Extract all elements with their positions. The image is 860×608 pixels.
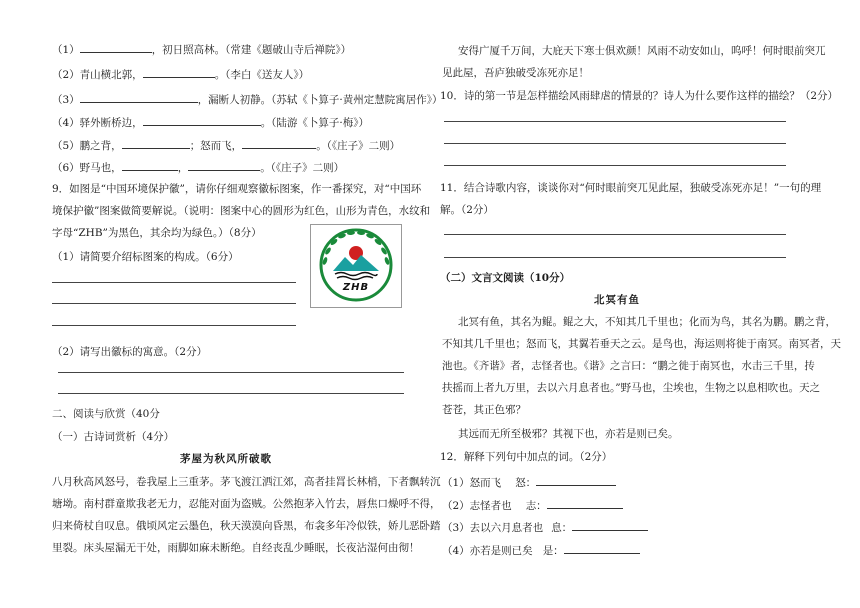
q12-item-label: （3）去以六月息者也 [442, 522, 544, 534]
answer-blank[interactable] [564, 542, 640, 554]
answer-line[interactable] [444, 143, 786, 144]
fill-item-1 [52, 41, 351, 57]
q12-item-2 [442, 497, 623, 513]
answer-line[interactable] [58, 372, 404, 373]
poem-line-5: 安得广厦千万间，大庇天下寒士俱欢颜！风雨不动安如山，呜呼！何时眼前突兀 [458, 45, 826, 57]
poem-line-3: 归来倚杖自叹息。俄顷风定云墨色，秋天漠漠向昏黑，布衾多年冷似铁，娇儿恶卧踏 [52, 520, 441, 532]
prose-line-5: 苍苍，其正色邪？ [442, 404, 526, 416]
answer-blank[interactable] [188, 159, 260, 171]
fill-item-prefix: （1） [52, 44, 80, 56]
q12-item-label: （1）怒而飞 [442, 477, 502, 489]
answer-line[interactable] [444, 121, 786, 122]
answer-line[interactable] [444, 257, 786, 258]
poem-title: 茅屋为秋风所破歌 [180, 453, 272, 465]
q12-item-word: 志： [525, 500, 547, 512]
fill-item-suffix: 。（《庄子》二则） [316, 140, 401, 152]
fill-item-middle: ， [177, 162, 189, 174]
answer-blank[interactable] [536, 474, 616, 486]
question-12: 12．解释下列句中加点的词。（2分） [440, 451, 613, 463]
fill-item-2 [52, 66, 309, 82]
fill-item-4 [52, 114, 369, 130]
fill-item-suffix: 。（李白《送友人》） [214, 69, 310, 81]
environmental-protection-emblem [310, 224, 402, 308]
poem-line-1: 八月秋高风怒号，卷我屋上三重茅。茅飞渡江洒江郊，高者挂罥长林梢，下者飘转沉 [52, 476, 441, 488]
fill-item-middle: ；怒而飞， [189, 140, 243, 152]
subsection-classical-prose: （二）文言文阅读（10分） [440, 272, 571, 284]
section-2-heading: 二、阅读与欣赏（40分 [52, 408, 160, 420]
answer-blank[interactable] [143, 66, 215, 78]
answer-line[interactable] [444, 234, 786, 235]
fill-item-suffix: ，漏断人初静。（苏轼《卜算子·黄州定慧院寓居作》） [197, 94, 443, 106]
answer-blank[interactable] [547, 497, 623, 509]
prose-line-4: 扶摇而上者九万里，去以六月息者也。”野马也，尘埃也，生物之以息相吹也。天之 [442, 382, 821, 394]
fill-item-5 [52, 137, 400, 153]
question-9-line-2: 境保护徽”图案做简要解说。（说明：图案中心的圆形为红色，山形为青色，水纹和 [52, 205, 431, 217]
question-10: 10．诗的第一节是怎样描绘风雨肆虐的情景的？诗人为什么要作这样的描绘？（2分） [440, 90, 839, 102]
prose-line-6: 其远而无所至极邪？其视下也，亦若是则已矣。 [458, 428, 679, 440]
prose-line-2: 不知其几千里也；怒而飞，其翼若垂天之云。是鸟也，海运则将徙于南冥。南冥者，天 [442, 338, 841, 350]
answer-blank[interactable] [122, 137, 190, 149]
answer-line[interactable] [58, 393, 404, 394]
fill-item-suffix: ，初日照高林。（常建《题破山寺后禅院》） [151, 44, 352, 56]
fill-item-prefix: （5）鹏之背， [52, 140, 122, 152]
question-9-part-2: （2）请写出徽标的寓意。（2分） [52, 346, 208, 358]
q12-item-4 [442, 542, 640, 558]
answer-line[interactable] [444, 165, 786, 166]
fill-item-prefix: （4）驿外断桥边， [52, 117, 143, 129]
question-9-line-3: 字母“ZHB”为黑色，其余均为绿色。）（8分） [52, 227, 262, 239]
poem-line-4: 里裂。床头屋漏无干处，雨脚如麻未断绝。自经丧乱少睡眠，长夜沾湿何由彻！ [52, 542, 420, 554]
emblem-graphic [311, 225, 401, 307]
answer-blank[interactable] [122, 159, 178, 171]
q12-item-word: 息： [551, 522, 573, 534]
emblem-letters: ZHB [342, 282, 370, 293]
poem-line-6: 见此屋，吾庐独破受冻死亦足！ [442, 67, 589, 79]
answer-blank[interactable] [80, 91, 198, 103]
fill-item-suffix: 。（陆游《卜算子·梅》） [260, 117, 370, 129]
fill-item-3 [52, 91, 443, 107]
q12-item-3 [442, 519, 648, 535]
prose-line-1: 北冥有鱼，其名为鲲。鲲之大，不知其几千里也；化而为鸟，其名为鹏。鹏之背， [458, 316, 836, 328]
question-11-line-2: 解。（2分） [440, 204, 494, 216]
question-9-line-1: 9．如图是“中国环境保护徽”，请你仔细观察徽标图案，作一番探究，对“中国环 [52, 183, 422, 195]
fill-item-6 [52, 159, 344, 175]
q12-item-label: （4）亦若是则已矣 [442, 545, 533, 557]
q12-item-word: 怒： [515, 477, 537, 489]
fill-item-prefix: （3） [52, 94, 80, 106]
question-9-part-1: （1）请简要介绍标图案的构成。（6分） [52, 251, 239, 263]
fill-item-prefix: （2）青山横北郭， [52, 69, 143, 81]
answer-blank[interactable] [242, 137, 316, 149]
fill-item-prefix: （6）野马也， [52, 162, 122, 174]
prose-line-3: 池也。《齐谐》者，志怪者也。《谐》之言曰：“鹏之徙于南冥也，水击三千里，抟 [442, 360, 815, 372]
q12-item-word: 是： [542, 545, 564, 557]
answer-line[interactable] [52, 282, 296, 283]
answer-blank[interactable] [143, 114, 261, 126]
answer-blank[interactable] [80, 41, 152, 53]
answer-blank[interactable] [572, 519, 648, 531]
answer-line[interactable] [52, 303, 296, 304]
answer-line[interactable] [52, 325, 296, 326]
subsection-poetry: （一）古诗词赏析（4分） [52, 431, 175, 443]
q12-item-1 [442, 474, 616, 490]
poem-line-2: 塘坳。南村群童欺我老无力，忍能对面为盗贼。公然抱茅入竹去，唇焦口燥呼不得， [52, 498, 441, 510]
q12-item-label: （2）志怪者也 [442, 500, 512, 512]
fill-item-suffix: 。（《庄子》二则） [260, 162, 345, 174]
prose-title: 北冥有鱼 [594, 294, 640, 306]
question-11-line-1: 11．结合诗歌内容，谈谈你对“何时眼前突兀见此屋，独破受冻死亦足！”一句的理 [440, 182, 822, 194]
